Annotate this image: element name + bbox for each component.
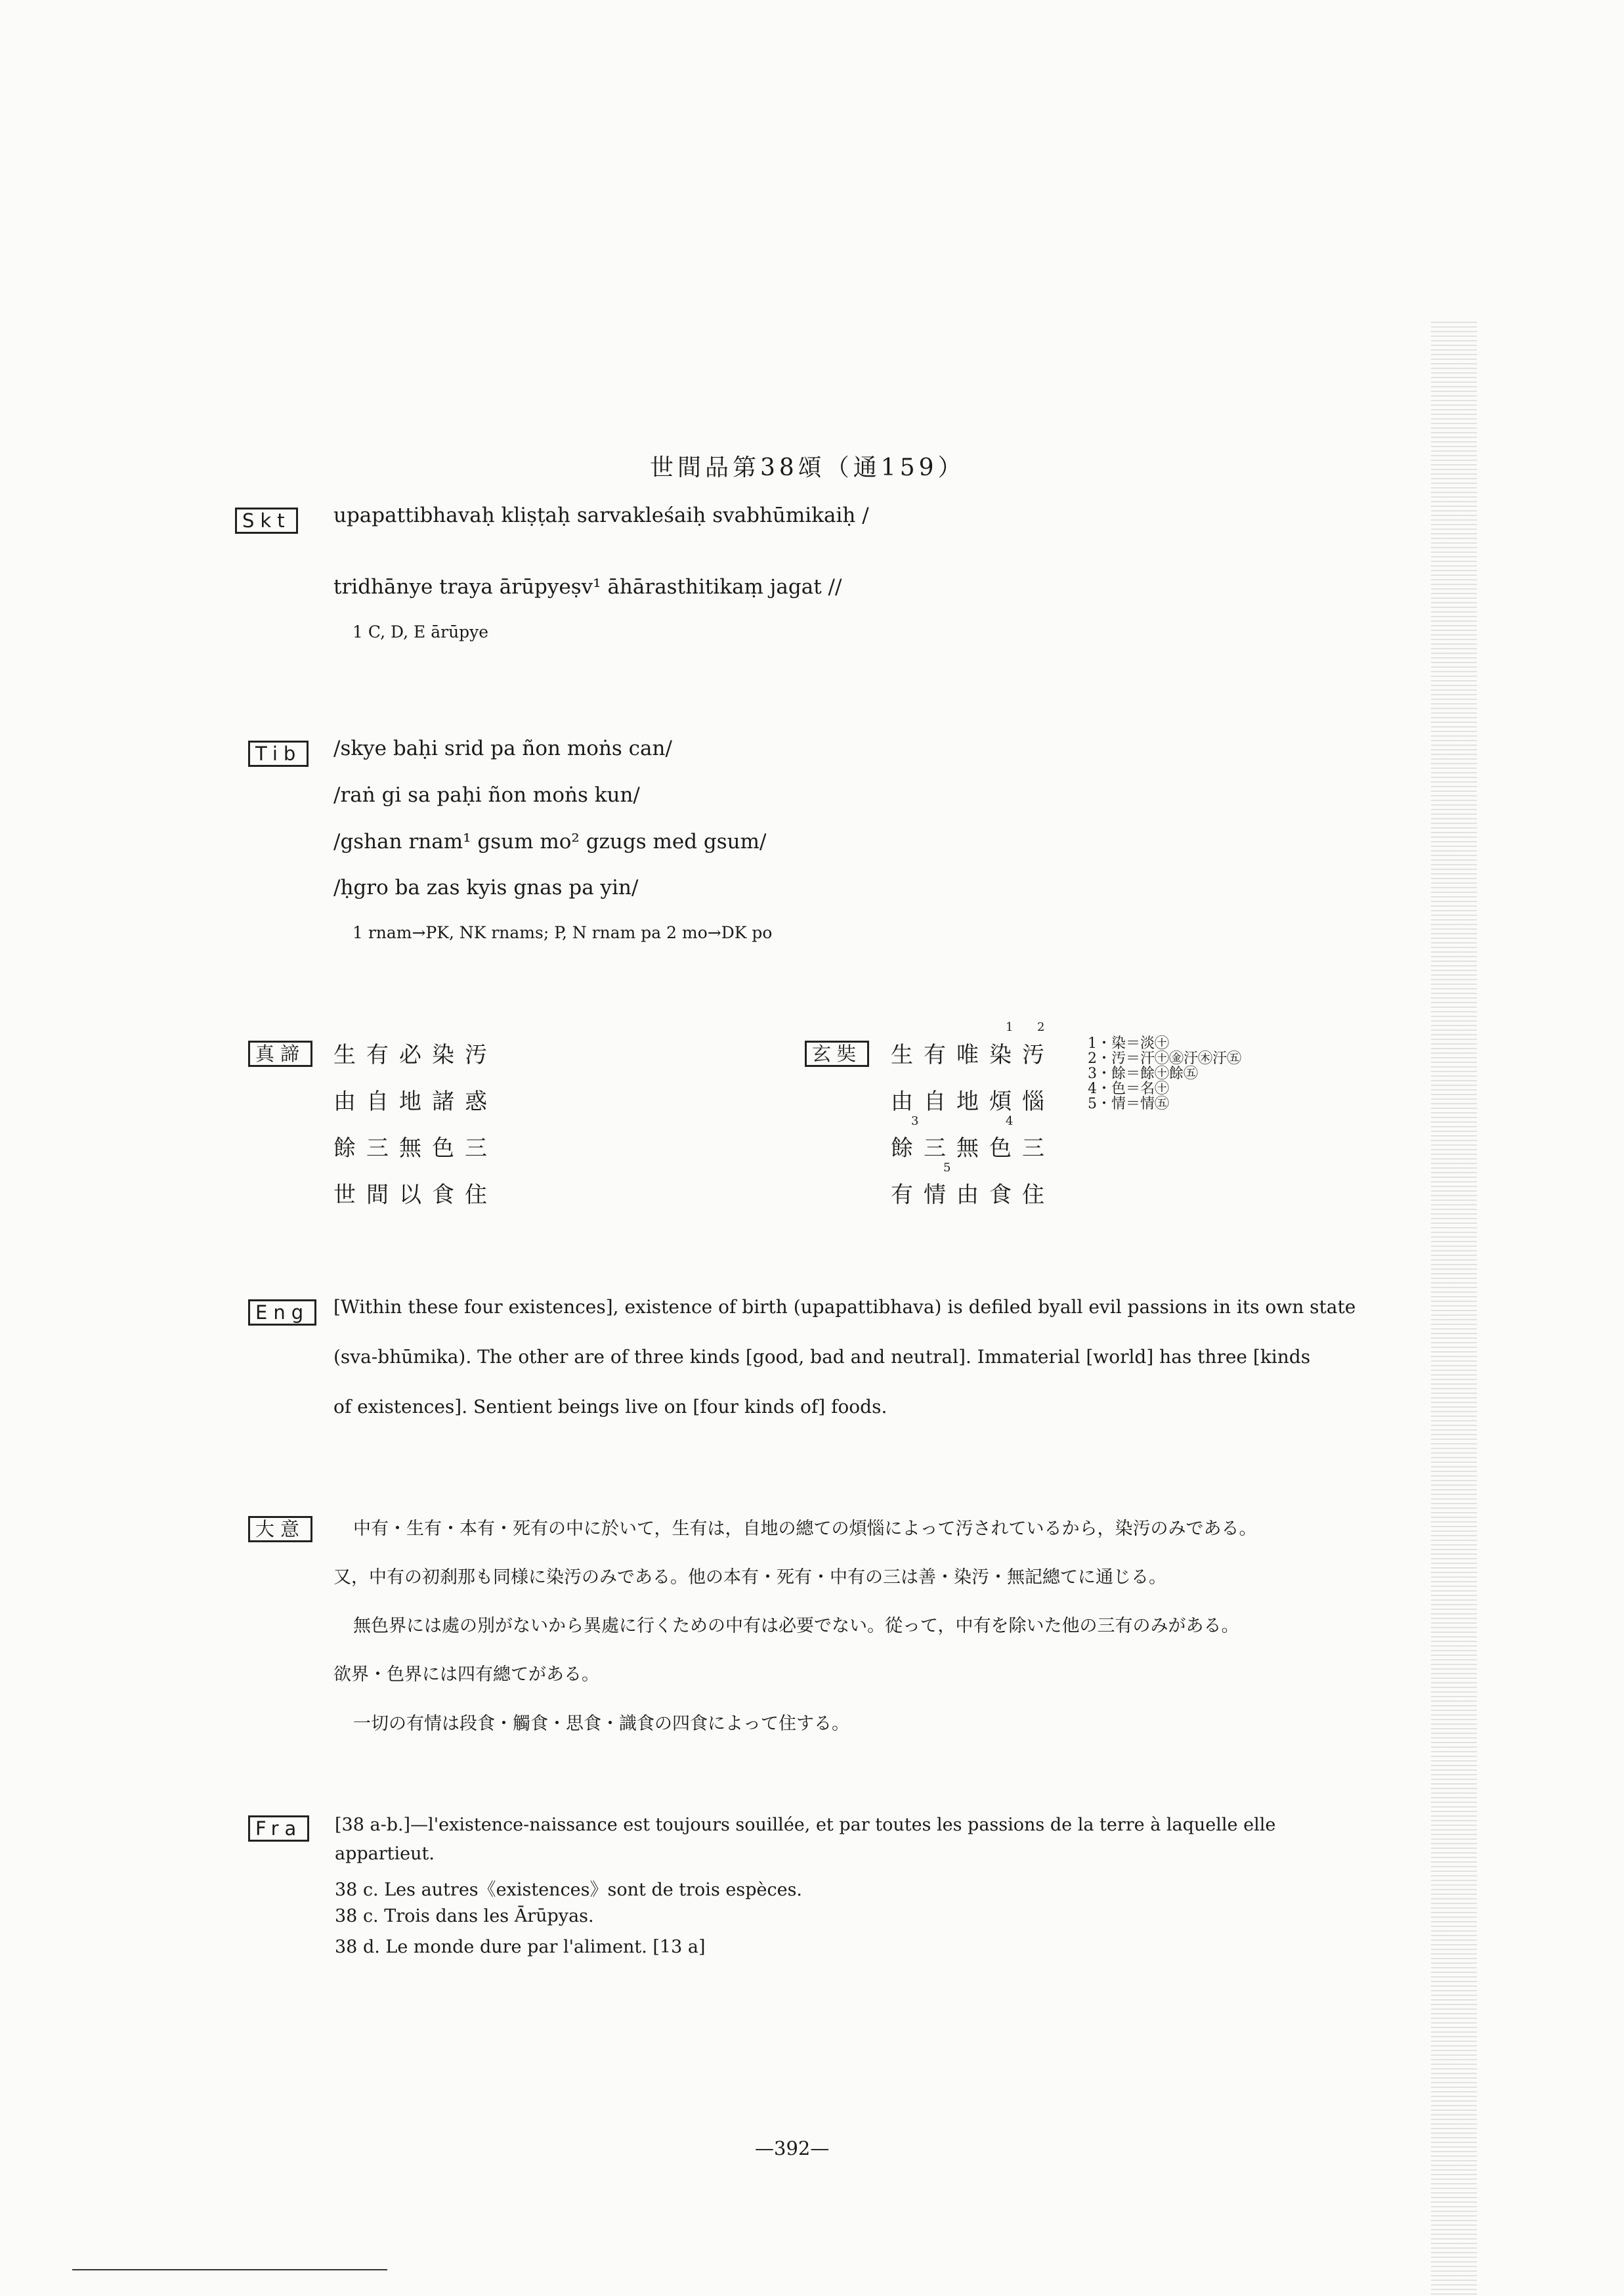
fra-line-4: 38 c. Trois dans les Ārūpyas.: [335, 1906, 594, 1926]
variant-note-3: 3・餘＝餘㊉餘㊄: [1088, 1066, 1198, 1082]
page-number: —392—: [755, 2137, 830, 2159]
taii-line-4: 欲界・色界には四有總てがある。: [333, 1664, 599, 1685]
variant-mark-3: 3: [911, 1114, 919, 1128]
skt-footnote: 1 C, D, E ārūpye: [353, 622, 489, 641]
tib-line-1: /skye baḥi srid pa ñon moṅs can/: [333, 737, 672, 760]
xuanzang-line-1: 生有唯染汚: [891, 1042, 1055, 1068]
xuanzang-line-2: 由自地煩惱: [891, 1089, 1055, 1115]
scan-edge-shadow: [1431, 322, 1477, 2296]
xuanzang-line-3: 餘三無色三: [891, 1135, 1055, 1161]
variant-mark-4: 4: [1006, 1114, 1014, 1128]
tag-zhendi: 真諦: [248, 1041, 312, 1067]
eng-line-2: (sva-bhūmika). The other are of three kinds [good, bad and neutral]. Immaterial [world] has three [kinds: [333, 1346, 1311, 1368]
page-title: 世間品第38頌（通159）: [650, 454, 966, 481]
zhendi-line-3: 餘三無色三: [333, 1135, 498, 1161]
eng-line-3: of existences]. Sentient beings live on [four kinds of] foods.: [333, 1396, 887, 1418]
variant-note-5: 5・情＝情㊄: [1088, 1096, 1169, 1112]
bottom-rule: [72, 2269, 387, 2270]
taii-line-1: 中有・生有・本有・死有の中に於いて，生有は，自地の總ての煩惱によって汚されているから，染汚のみである。: [353, 1519, 1257, 1539]
fra-line-3: 38 c. Les autres《existences》sont de trois espèces.: [335, 1880, 803, 1900]
skt-line-2: tridhānye traya ārūpyeṣv¹ āhārasthitikaṃ jagat //: [333, 575, 842, 599]
zhendi-line-2: 由自地諸惑: [333, 1089, 498, 1115]
taii-line-3: 無色界には處の別がないから異處に行くための中有は必要でない。從って，中有を除いた他の三有のみがある。: [353, 1616, 1239, 1636]
variant-note-1: 1・染＝淡㊉: [1088, 1035, 1169, 1052]
variant-mark-2: 2: [1037, 1020, 1045, 1034]
zhendi-line-4: 世間以食住: [333, 1182, 498, 1208]
tag-fra: Fra: [248, 1815, 309, 1842]
variant-mark-5: 5: [943, 1161, 951, 1175]
zhendi-line-1: 生有必染汚: [333, 1042, 498, 1068]
tag-tib: Tib: [248, 741, 309, 767]
variant-note-4: 4・色＝名㊉: [1088, 1081, 1169, 1097]
tib-line-4: /ḥgro ba zas kyis gnas pa yin/: [333, 876, 639, 899]
variant-note-2: 2・汚＝汗㊉㊎汙㊍汙㊄: [1088, 1051, 1241, 1067]
fra-line-1: [38 a-b.]—l'existence-naissance est toujours souillée, et par toutes les passions de la terre à laquelle elle: [335, 1815, 1276, 1835]
tib-line-2: /raṅ gi sa paḥi ñon moṅs kun/: [333, 783, 640, 807]
taii-line-5: 一切の有情は段食・觸食・思食・識食の四食によって住する。: [353, 1714, 849, 1734]
taii-line-2: 又，中有の初刹那も同様に染汚のみである。他の本有・死有・中有の三は善・染汚・無記總てに通じる。: [333, 1567, 1166, 1588]
tib-footnote: 1 rnam→PK, NK rnams; P, N rnam pa 2 mo→DK po: [353, 923, 773, 942]
fra-line-2: appartieut.: [335, 1844, 435, 1864]
tag-eng: Eng: [248, 1299, 316, 1326]
tag-taii: 大意: [248, 1516, 312, 1542]
tag-xuanzang: 玄奘: [805, 1041, 869, 1067]
skt-line-1: upapattibhavaḥ kliṣṭaḥ sarvakleśaiḥ svabhūmikaiḥ /: [333, 504, 869, 527]
fra-line-5: 38 d. Le monde dure par l'aliment. [13 a]: [335, 1937, 706, 1957]
tib-line-3: /gshan rnam¹ gsum mo² gzugs med gsum/: [333, 830, 767, 854]
variant-mark-1: 1: [1006, 1020, 1014, 1034]
tag-skt: Skt: [235, 508, 298, 534]
eng-line-1: [Within these four existences], existence of birth (upapattibhava) is defiled byall evil passions in its own state: [333, 1296, 1356, 1318]
xuanzang-line-4: 有情由食住: [891, 1182, 1055, 1208]
